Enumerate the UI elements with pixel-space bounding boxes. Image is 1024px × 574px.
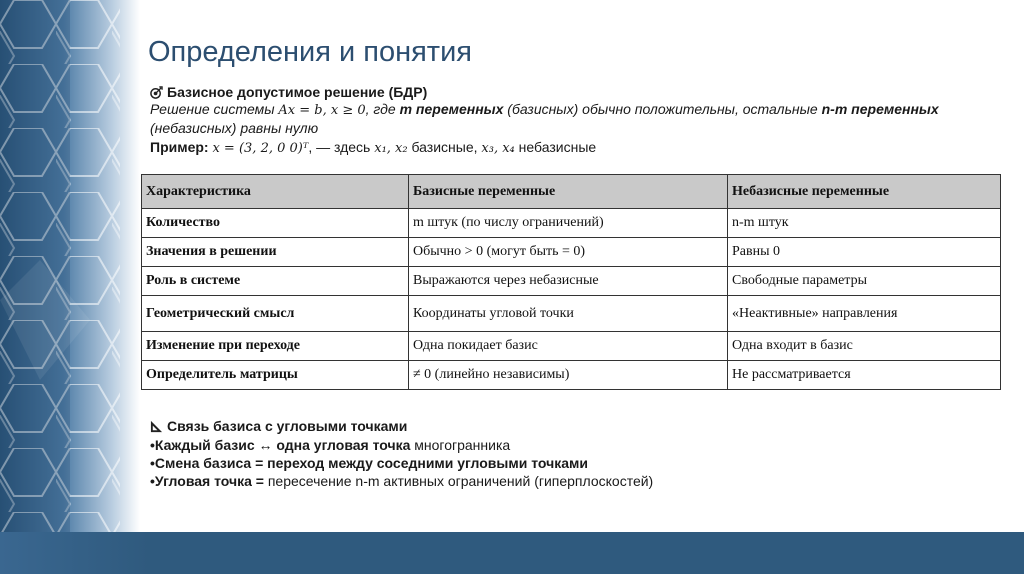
table-cell: Количество xyxy=(142,209,409,238)
table-cell: Геометрический смысл xyxy=(142,296,409,332)
example-nonbasic-text: небазисные xyxy=(514,139,597,155)
table-cell: Обычно > 0 (могут быть = 0) xyxy=(409,238,728,267)
table-cell: Не рассматривается xyxy=(728,361,1001,390)
table-cell: Свободные параметры xyxy=(728,267,1001,296)
hexagon-decoration xyxy=(0,0,140,574)
slide-title: Определения и понятия xyxy=(148,36,472,68)
link-b1-bold: •Каждый базис ↔ одна угловая точка xyxy=(150,437,411,453)
link-bullet-3 xyxy=(150,473,653,489)
definition-line-2: (небазисных) равны нулю xyxy=(150,120,319,136)
link-b1-rest: многогранника xyxy=(410,437,511,453)
header-basic: Базисные переменные xyxy=(409,175,728,209)
target-icon xyxy=(150,86,163,99)
table-cell: Определитель матрицы xyxy=(142,361,409,390)
definition-line-1 xyxy=(150,101,939,118)
example-basic-vars: x₁, x₂ xyxy=(374,141,408,156)
example-mid: , — здесь xyxy=(308,139,375,155)
table-cell: n-m штук xyxy=(728,209,1001,238)
example-formula: x = (3, 2, 0 0)ᵀ xyxy=(212,141,309,156)
table-cell: m штук (по числу ограничений) xyxy=(409,209,728,238)
table-row xyxy=(142,332,1001,361)
table-row xyxy=(142,267,1001,296)
example-label: Пример: xyxy=(150,139,209,155)
link-bullet-1 xyxy=(150,437,510,453)
bdr-heading: Базисное допустимое решение (БДР) xyxy=(167,84,428,100)
link-heading: Связь базиса с угловыми точками xyxy=(167,418,408,434)
bdr-heading-line xyxy=(150,84,427,100)
table-row xyxy=(142,209,1001,238)
link-b3-rest: пересечение n-m активных ограничений (гиперплоскостей) xyxy=(263,473,654,489)
example-basic-text: базисные, xyxy=(407,139,482,155)
comparison-table xyxy=(141,174,1001,390)
table-cell: Координаты угловой точки xyxy=(409,296,728,332)
link-bullet-2: •Смена базиса = переход между соседними угловыми точками xyxy=(150,455,588,471)
def-formula: Ax = b, x ≥ 0 xyxy=(278,103,366,118)
table-cell: Роль в системе xyxy=(142,267,409,296)
def-text-a: Решение системы xyxy=(150,101,279,117)
def-nm-vars: n-m переменных xyxy=(821,101,939,117)
table-cell: Равны 0 xyxy=(728,238,1001,267)
def-m-vars: m переменных xyxy=(399,101,504,117)
header-characteristic: Характеристика xyxy=(142,175,409,209)
header-nonbasic: Небазисные переменные xyxy=(728,175,1001,209)
table-row xyxy=(142,238,1001,267)
link-heading-line xyxy=(150,418,407,434)
table-cell: Значения в решении xyxy=(142,238,409,267)
table-cell: Одна входит в базис xyxy=(728,332,1001,361)
table-cell: Изменение при переходе xyxy=(142,332,409,361)
link-b3-bold: •Угловая точка = xyxy=(150,473,264,489)
table-header-row xyxy=(142,175,1001,209)
bottom-band xyxy=(0,532,1024,574)
example-line xyxy=(150,139,596,156)
def-text-b: , где xyxy=(365,101,400,117)
table-cell: ≠ 0 (линейно независимы) xyxy=(409,361,728,390)
table-row xyxy=(142,296,1001,332)
table-cell: Одна покидает базис xyxy=(409,332,728,361)
table-cell: «Неактивные» направления xyxy=(728,296,1001,332)
table-cell: Выражаются через небазисные xyxy=(409,267,728,296)
triangle-ruler-icon xyxy=(150,420,163,433)
example-nonbasic-vars: x₃, x₄ xyxy=(481,141,515,156)
table-row xyxy=(142,361,1001,390)
def-text-c: (базисных) обычно положительны, остальные xyxy=(503,101,822,117)
